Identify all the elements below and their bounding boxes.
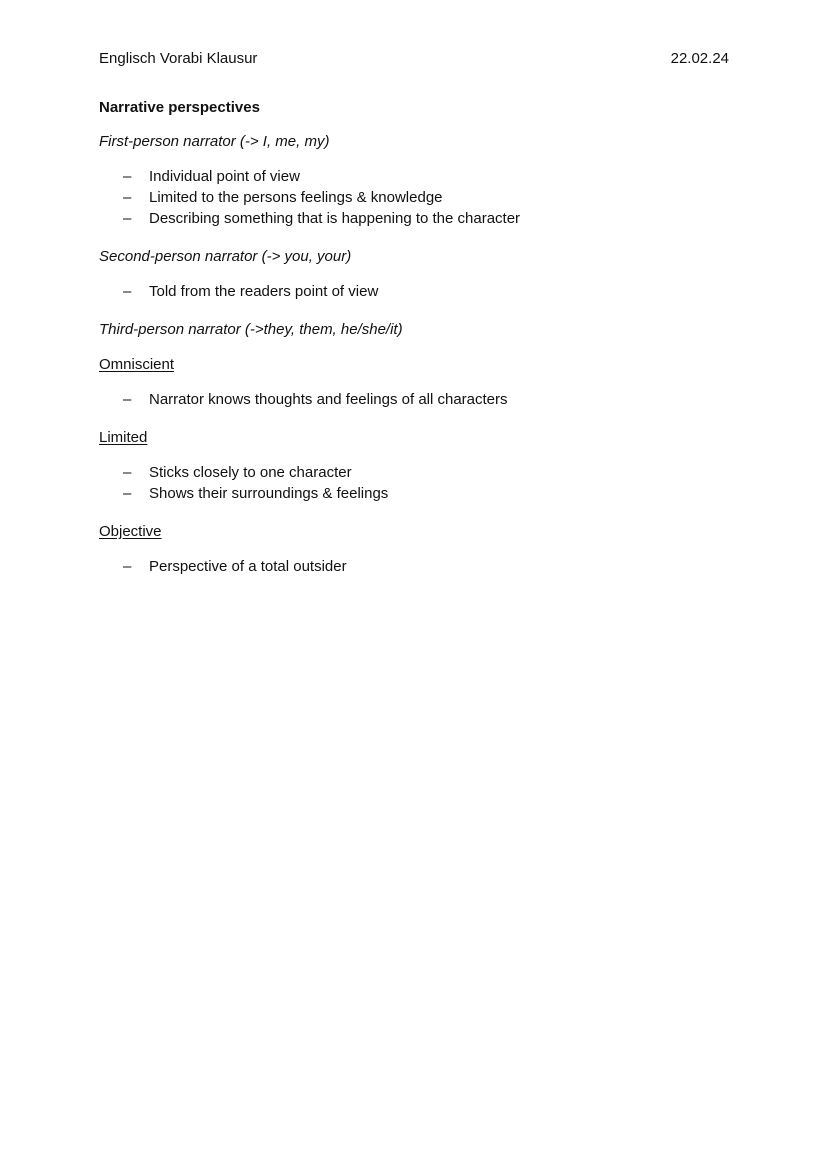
dash-bullet: – — [123, 485, 132, 502]
first-person-list — [99, 164, 739, 231]
third-person-heading: Third-person narrator (->they, them, he/she/it) — [99, 321, 403, 338]
dash-bullet: – — [123, 558, 132, 575]
limited-heading: Limited — [99, 429, 148, 446]
dash-bullet: – — [123, 168, 132, 185]
objective-list — [99, 554, 739, 579]
omniscient-list — [99, 387, 739, 412]
dash-bullet: – — [123, 210, 132, 227]
dash-bullet: – — [123, 189, 132, 206]
list-item: – Limited to the persons feelings & knowledge — [99, 185, 739, 210]
list-item: – Told from the readers point of view — [99, 279, 739, 304]
document-body — [99, 99, 739, 596]
document-title: Englisch Vorabi Klausur — [99, 50, 258, 67]
list-item: – Individual point of view — [99, 164, 739, 189]
limited-list — [99, 460, 739, 506]
dash-bullet: – — [123, 283, 132, 300]
list-item: – Sticks closely to one character — [99, 460, 739, 485]
objective-heading: Objective — [99, 523, 162, 540]
section-title: Narrative perspectives — [99, 99, 260, 116]
list-item: – Describing something that is happening to the character — [99, 206, 739, 231]
document-date: 22.02.24 — [670, 50, 729, 67]
list-item: – Shows their surroundings & feelings — [99, 481, 739, 506]
second-person-heading: Second-person narrator (-> you, your) — [99, 248, 352, 265]
second-person-list — [99, 279, 739, 304]
omniscient-heading: Omniscient — [99, 356, 175, 373]
dash-bullet: – — [123, 391, 132, 408]
dash-bullet: – — [123, 464, 132, 481]
first-person-heading: First-person narrator (-> I, me, my) — [99, 133, 330, 150]
list-item: – Narrator knows thoughts and feelings of all characters — [99, 387, 739, 412]
list-item: – Perspective of a total outsider — [99, 554, 739, 579]
